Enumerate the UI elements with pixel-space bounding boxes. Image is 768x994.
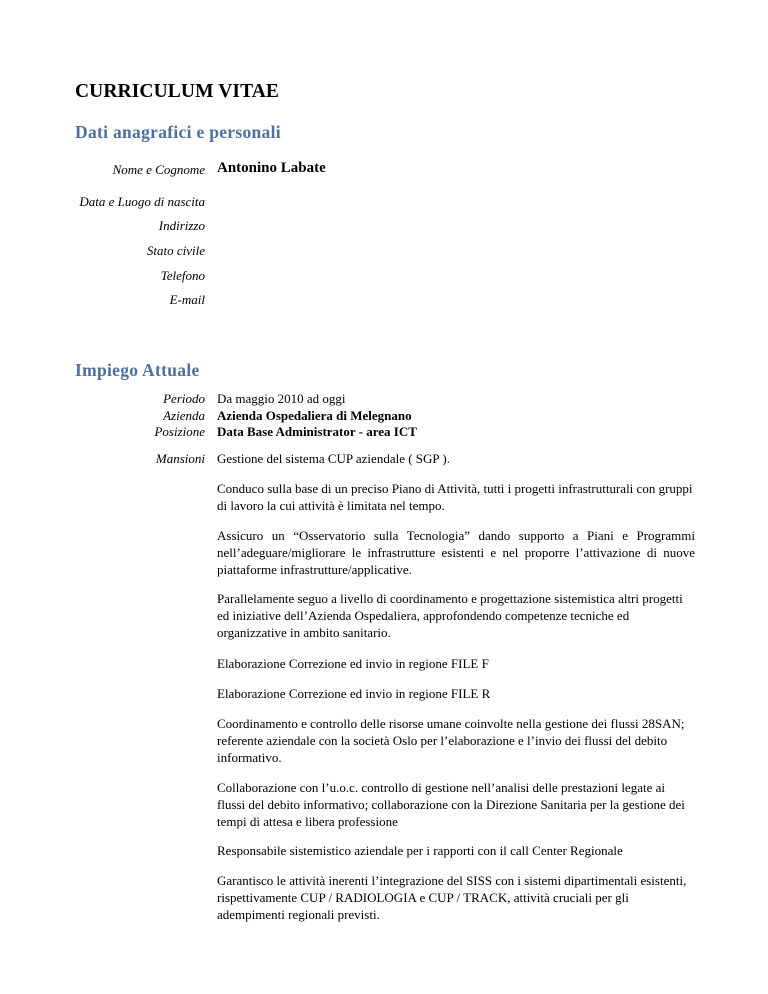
company-label: Azienda <box>163 407 205 423</box>
duties-label: Mansioni <box>155 451 205 466</box>
job-values <box>217 391 417 441</box>
document-title: CURRICULUM VITAE <box>75 81 280 102</box>
phone-label: Telefono <box>160 268 205 283</box>
job-labels <box>75 391 205 441</box>
period-value: Da maggio 2010 ad oggi <box>217 391 346 406</box>
current-job-heading: Impiego Attuale <box>75 360 200 380</box>
duty-item: Garantisco le attività inerenti l’integrazione del SISS con i sistemi dipartimentali esistenti, rispettivamente CUP / RADIOLOGIA e CUP / TRACK, attività cruciali per gli adempimenti regionali previsti. <box>217 873 687 922</box>
position-label: Posizione <box>154 424 205 439</box>
marital-status-label: Stato civile <box>146 243 205 258</box>
email-label: E-mail <box>169 292 205 307</box>
duty-item: Responsabile sistemistico aziendale per i rapporti con il call Center Regionale <box>217 843 623 858</box>
name-label: Nome e Cognome <box>112 162 205 177</box>
duty-item: Conduco sulla base di un preciso Piano di Attività, tutti i progetti infrastrutturali con gruppi di lavoro la cui attività è limitata nel tempo. <box>217 481 693 513</box>
birth-label: Data e Luogo di nascita <box>79 194 205 209</box>
position-value: Data Base Administrator - area ICT <box>217 424 417 439</box>
duty-item: Parallelamente seguo a livello di coordinamento e progettazione sistemistica altri progetti ed iniziative dell’Azienda Ospedaliera, approfondendo competenze tecniche ed organizzative in ambito sanitario. <box>217 591 683 640</box>
period-label: Periodo <box>163 391 205 406</box>
duty-item: Elaborazione Correzione ed invio in regione FILE R <box>217 686 491 701</box>
company-value: Azienda Ospedaliera di Melegnano <box>217 407 412 423</box>
duty-item: Gestione del sistema CUP aziendale ( SGP ). <box>217 451 450 466</box>
name-value: Antonino Labate <box>217 160 326 176</box>
duty-item: Coordinamento e controllo delle risorse umane coinvolte nella gestione dei flussi 28SAN; referente aziendale con la società Oslo per l’elaborazione e l’invio dei flussi del debito informativo. <box>217 716 685 765</box>
duty-item: Assicuro un “Osservatorio sulla Tecnologia” dando supporto a Piani e Programmi nell’adeguare/migliorare le infrastrutture esistenti e nel proporre l’attivazione di nuove piattaforme infrastrutture/applicative. <box>217 528 695 577</box>
address-label: Indirizzo <box>158 218 205 233</box>
duty-item: Collaborazione con l’u.o.c. controllo di gestione nell’analisi delle prestazioni legate ai flussi del debito informativo; collaborazione con la Direzione Sanitaria per la gestione dei tempi di attesa e libera professione <box>217 780 685 829</box>
personal-data-heading: Dati anagrafici e personali <box>75 122 281 142</box>
duty-item: Elaborazione Correzione ed invio in regione FILE F <box>217 656 489 671</box>
